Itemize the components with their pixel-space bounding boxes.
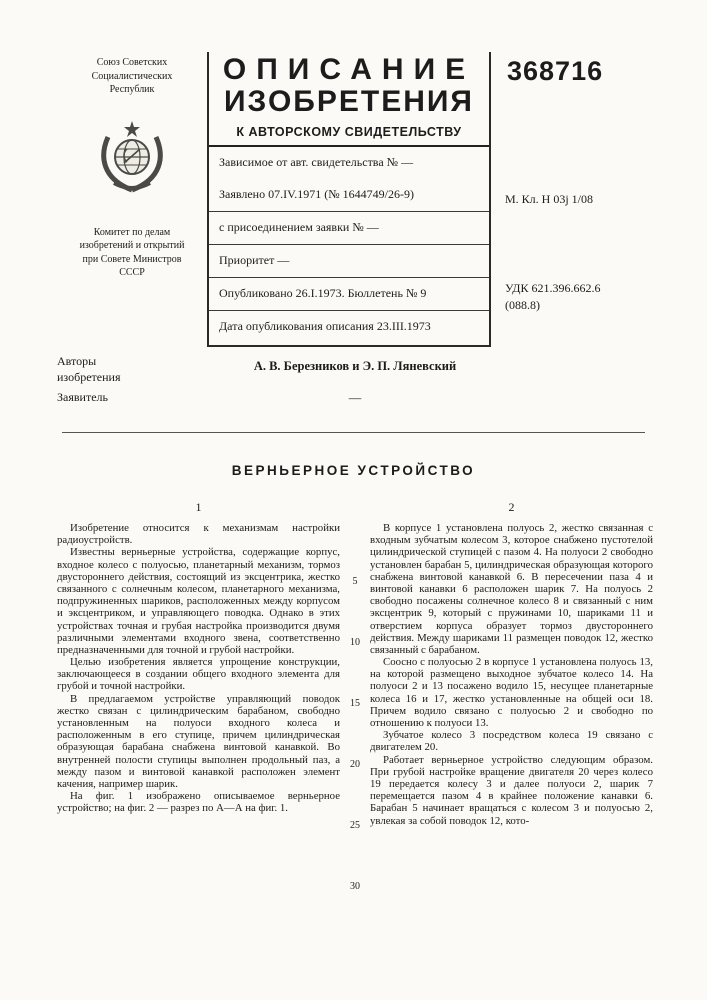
union-name: Союз Советских Социалистических Республик [91,57,173,95]
header-right [491,52,653,347]
meta-filed: Заявлено 07.IV.1971 (№ 1644749/26-9) [209,179,489,212]
doc-type-line2: ИЗОБРЕТЕНИЯ [223,85,474,119]
meta-published: Опубликовано 26.I.1973. Бюллетень № 9 [209,278,489,311]
document-title-block [209,52,489,147]
applicant-value: — [348,391,362,405]
line-number: 20 [350,759,360,770]
classification-udk: УДК 621.396.662.6 (088.8) [505,281,601,313]
header-center [207,52,491,347]
line-number: 10 [350,637,360,648]
paragraph: В предлагаемом устройстве управляющий поводок жестко связан с цилиндрическим барабаном, свободно установленным на полуоси входного колеса и расположенным в его ступице, причем цилиндрическая образующая барабана снабжена винтовой канавкой. Во внутренней полости ступицы выполнен продольный паз, а между пазом и винтовой канавкой расположен элемент качения, например шарик. [57,692,340,790]
doc-type-line1: ОПИСАНИЕ [222,53,476,86]
line-number: 15 [350,698,360,709]
authors-label: Авторы изобретения [57,354,121,385]
publisher-block [57,52,207,347]
applicant-label: Заявитель [57,390,108,404]
line-number: 25 [350,820,360,831]
paragraph: На фиг. 1 изображено описываемое верньерное устройство; на фиг. 2 — разрез по А—А на фиг. 1. [57,790,340,815]
authors-row [57,353,653,389]
document-header [57,52,653,347]
paragraph: Известны верньерные устройства, содержащие корпус, входное колесо с полуосью, планетарный механизм, тормоз двустороннего действия, состоящий из эксцентрика, жестко связанного с солнечным колесом, планетарного механизма, подпружиненных шариков, расположенных между корпусом и эксцентриком, и управляющего поводка. Однако в этих устройствах точная и грубая настройка производится двумя различными элементами входного звена, соответственно предназначенными для точной и грубой настройки. [57,546,340,656]
meta-dependent: Зависимое от авт. свидетельства № — [219,155,414,170]
body-columns [57,500,653,892]
paragraph: Зубчатое колесо 3 посредством колеса 19 связано с двигателем 20. [370,729,653,754]
authors-value: А. В. Березников и Э. П. Ляневский [253,359,457,373]
line-number: 30 [350,881,360,892]
column-left [57,500,340,827]
column-right [370,500,653,827]
ussr-emblem-icon [96,119,168,200]
committee-name: Комитет по делам изобретений и открытий при Совете Министров СССР [79,226,185,278]
applicant-row [57,389,653,415]
invention-title: ВЕРНЬЕРНОЕ УСТРОЙСТВО [231,463,476,478]
column-left-number: 1 [195,500,202,514]
paragraph: Соосно с полуосью 2 в корпусе 1 установлена полуось 13, на которой размещено выходное зубчатое колесо 14. На полуоси 2 и 13 посажено водило 15, несущее планетарные колеса 16 и 17, жестко установленные на общей оси 18. Причем водило связано с полуосью 2 и свободно по отношению к полуоси 13. [370,656,653,729]
authors-section [57,353,653,415]
line-number-gutter [340,500,370,892]
patent-number: 368716 [507,56,604,86]
column-right-number: 2 [508,500,515,514]
meta-pub-date: Дата опубликования описания 23.III.1973 [219,319,431,334]
meta-joined: с присоединением заявки № — [209,212,489,245]
paragraph: Работает верньерное устройство следующим образом. При грубой настройке вращение двигателя 20 через колесо 19 передается колесу 3 и далее полуоси 2, шарик 7 перемещается пазом 4 в крайнее положение канавки 6. Барабан 5 начинает вращаться с колесом 3 и полуосью 2, увлекая за собой поводок 12, кото- [370,753,653,827]
doc-subtype: К АВТОРСКОМУ СВИДЕТЕЛЬСТВУ [236,124,462,139]
paragraph: Изобретение относится к механизмам настройки радиоустройств. [57,522,340,547]
classification-mkl: М. Кл. Н 03j 1/08 [505,192,593,206]
meta-priority: Приоритет — [209,245,489,278]
line-number: 5 [352,576,358,587]
paragraph: В корпусе 1 установлена полуось 2, жестко связанная с входным зубчатым колесом 3, которое снабжено пустотелой цилиндрической ступицей с пазом 4. На полуоси 2 свободно установлен барабан 5, цилиндрическая образующая которого снабжена винтовой канавкой 6. В пересечении паза 4 и винтовой канавки 6 расположен шарик 7. На полуось 2 свободно посажены солнечное колесо 8 и связанный с ним эксцентрик 9, который с пружинами 10, шариками 11 и отверстием корпуса образует тормоз двустороннего действия. Между шариками 11 размещен поводок 12, жестко связанный с барабаном. [370,522,653,656]
paragraph: Целью изобретения является упрощение конструкции, заключающееся в создании общего входного элемента для грубой и точной настройки. [57,656,340,693]
horizontal-divider [62,432,645,433]
